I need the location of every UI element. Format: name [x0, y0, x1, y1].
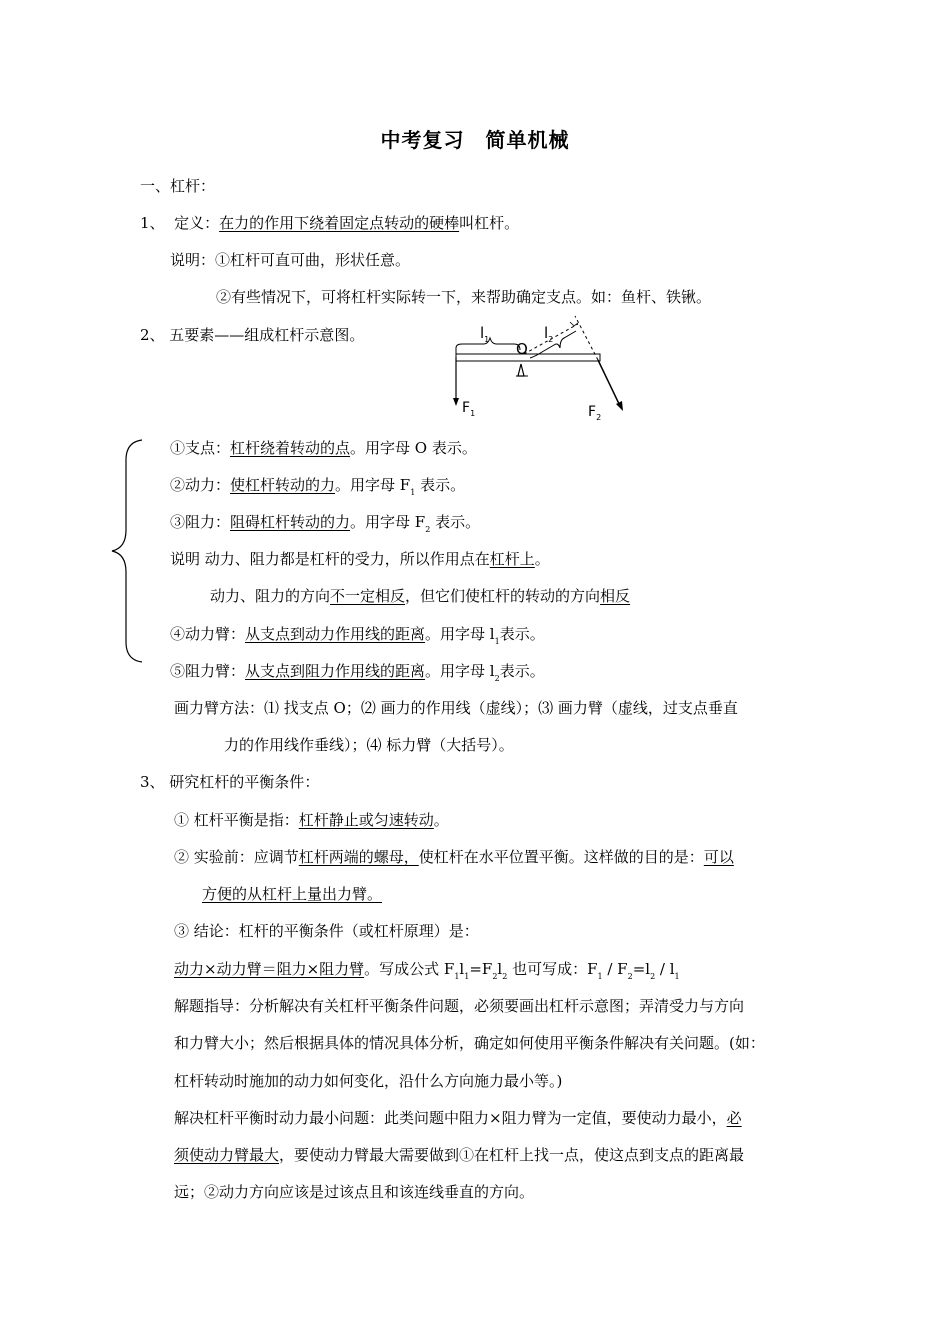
- section-3-heading: 3、 研究杠杆的平衡条件：: [140, 773, 320, 791]
- definition-line: [140, 213, 519, 233]
- element-effort: ②动力：使杠杆转动的力。用字母 $F_1$ 表示。: [170, 476, 466, 497]
- min-force-line-3: 远；②动力方向应该是过该点且和该连线垂直的方向。: [174, 1183, 535, 1201]
- f2-arrow-line: [598, 360, 621, 408]
- min-force-line-1: 解决杠杆平衡时动力最小问题：此类问题中阻力×阻力臂为一定值，要使动力最小，必: [174, 1109, 742, 1127]
- definition-label: 定义：: [174, 214, 220, 232]
- left-curly-brace: [108, 438, 148, 664]
- label-fulcrum-o: O: [516, 340, 528, 358]
- lever-bar: [456, 354, 600, 361]
- right-angle-marker: [570, 322, 578, 326]
- note-line-2: ②有些情况下，可将杠杆实际转一下，来帮助确定支点。如：鱼杆、铁锹。: [216, 288, 712, 306]
- method-line-1: 画力臂方法：⑴ 找支点 O；⑵ 画力的作用线（虚线）；⑶ 画力臂（虚线，过支点垂直: [174, 699, 738, 717]
- lever-diagram: [440, 312, 640, 427]
- label-f2: $F_2$: [588, 404, 602, 422]
- experiment-line-2: 方便的从杠杆上量出力臂。: [202, 885, 383, 903]
- label-l2: $l_2$: [544, 324, 554, 344]
- guide-line-2: 和力臂大小；然后根据具体的情况具体分析，确定如何使用平衡条件解决有关问题。(如：: [174, 1034, 765, 1052]
- conclusion-line: ③ 结论：杠杆的平衡条件（或杠杆原理）是：: [174, 922, 479, 940]
- guide-line-3: 杠杆转动时施加的动力如何变化，沿什么方向施力最小等。): [174, 1072, 563, 1090]
- element-note-2: 动力、阻力的方向不一定相反，但它们使杠杆的转动的方向相反: [210, 587, 631, 605]
- element-load: ③阻力：阻碍杠杆转动的力。用字母 $F_2$ 表示。: [170, 513, 481, 534]
- definition-tail: 叫杠杆。: [459, 214, 520, 232]
- guide-line-1: 解题指导：分析解决有关杠杆平衡条件问题，必须要画出杠杆示意图；弄清受力与方向: [174, 997, 745, 1015]
- method-line-2: 力的作用线作垂线）；⑷ 标力臂（大括号）。: [224, 736, 514, 754]
- f2-dashed-extension: [575, 316, 598, 360]
- fulcrum-triangle: [518, 364, 524, 376]
- f1-arrow-head: [453, 398, 459, 406]
- definition-text: 在力的作用下绕着固定点转动的硬棒: [219, 214, 460, 232]
- label-f1: $F_1$: [462, 400, 476, 418]
- element-load-arm: ⑤阻力臂：从支点到阻力作用线的距离。用字母 $l_2$表示。: [170, 662, 545, 683]
- formula-line: 动力×动力臂＝阻力×阻力臂。写成公式 $F_1l_1=F_2l_2$ 也可写成：$F_1 / F_2=l_2 / l_1$: [174, 960, 680, 981]
- section-heading-lever: 一、杠杆：: [140, 177, 216, 195]
- page-title: 中考复习 简单机械: [380, 128, 570, 152]
- element-effort-arm: ④动力臂：从支点到动力作用线的距离。用字母 $l_1$表示。: [170, 625, 545, 646]
- balance-definition: ① 杠杆平衡是指：杠杆静止或匀速转动。: [174, 811, 449, 829]
- note-line-1: 说明：①杠杆可直可曲，形状任意。: [170, 251, 411, 269]
- definition-number: 1、: [140, 214, 165, 232]
- label-l1: $l_1$: [480, 324, 490, 344]
- element-note-1: 说明 动力、阻力都是杠杆的受力，所以作用点在杠杆上。: [170, 550, 550, 568]
- min-force-line-2: 须使动力臂最大，要使动力臂最大需要做到①在杠杆上找一点，使这点到支点的距离最: [174, 1146, 745, 1164]
- five-elements-heading: 2、 五要素——组成杠杆示意图。: [140, 326, 365, 344]
- element-fulcrum: ①支点：杠杆绕着转动的点。用字母 O 表示。: [170, 439, 477, 457]
- experiment-line-1: ② 实验前：应调节杠杆两端的螺母，使杠杆在水平位置平衡。这样做的目的是：可以: [174, 848, 734, 866]
- f2-arrow-head: [616, 401, 623, 411]
